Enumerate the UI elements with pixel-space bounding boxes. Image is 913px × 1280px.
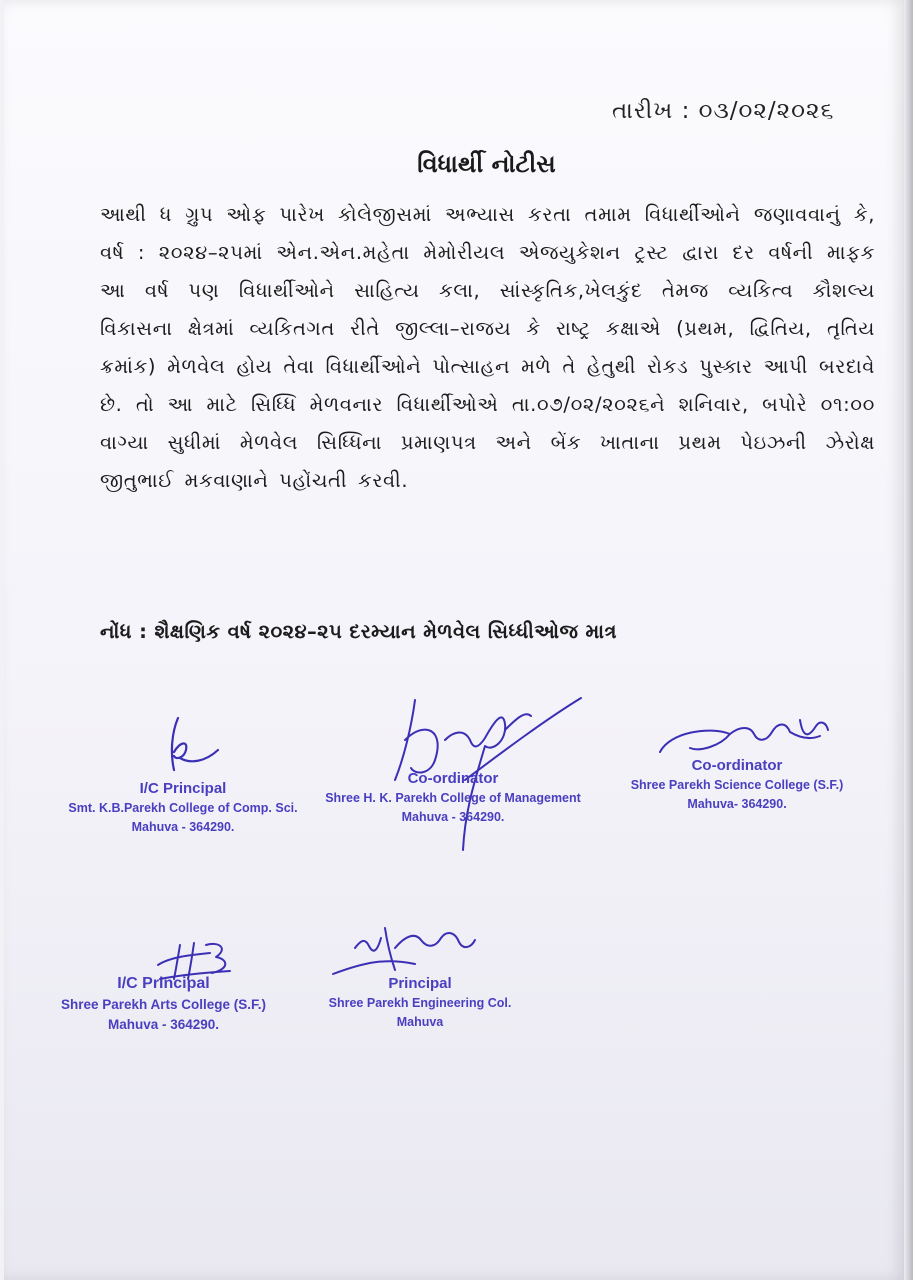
stamp-city: Mahuva - 364290. <box>131 820 235 834</box>
stamp-city: Mahuva- 364290. <box>687 797 787 811</box>
notice-date: તારીખ : ૦૩/૦૨/૨૦૨૬ <box>612 98 835 124</box>
stamp-institution: Shree Parekh Engineering Col. <box>328 996 512 1010</box>
notice-title: વિધાર્થી નોટીસ <box>417 150 556 178</box>
stamp-city: Mahuva - 364290. <box>401 810 505 824</box>
stamp-principal-engineering <box>300 975 540 1029</box>
stamp-coordinator-science <box>602 757 872 811</box>
stamp-coordinator-management <box>322 770 584 824</box>
stamp-institution: Shree Parekh Arts College (S.F.) <box>60 997 267 1012</box>
stamp-principal-comp-sci <box>58 780 308 834</box>
stamp-principal-arts <box>36 975 291 1032</box>
stamp-role: I/C Principal <box>139 780 227 797</box>
stamp-city: Mahuva <box>396 1015 444 1029</box>
paper-edge-shadow <box>903 0 913 1280</box>
signature-principal-comp-sci <box>150 712 230 786</box>
notice-body: આથી ધ ગ્રુપ ઓફ પારેખ કોલેજીસમાં અભ્યાસ કરતા તમામ વિધાર્થીઓને જણાવવાનું કે, વર્ષ : ૨૦૨૪–૨૫માં એન.એન.મહેતા મેમોરીયલ એજયુકેશન ટ્રસ્ટ દ્વારા દર વર્ષની માફક આ વર્ષ પણ વિધાર્થીઓને સાહિત્ય કલા, સાંસ્કૃતિક,ખેલકુંદ તેમજ વ્યકિત્વ કૌશલ્ય વિકાસના ક્ષેત્રમાં વ્યકિતગત રીતે જીલ્લા–રાજય કે રાષ્ટ્ર કક્ષાએ (પ્રથમ, દ્વિતિય, તૃતિય ક્રમાંક) મેળવેલ હોય તેવા વિધાર્થીઓને પોત્સાહન મળે તે હેતુથી રોકડ પુસ્કાર આપી બરદાવે છે. તો આ માટે સિધ્ધિ મેળવનાર વિધાર્થીઓએ તા.૦૭/૦૨/૨૦૨૬ને શનિવાર, બપોરે ૦૧:૦૦ વાગ્યા સુધીમાં મેળવેલ સિધ્ધિના પ્રમાણપત્ર અને બેંક ખાતાના પ્રથમ પેઇઝની ઝેરોક્ષ જીતુભાઈ મકવાણાને પહોંચતી કરવી. <box>100 203 875 492</box>
stamp-institution: Shree H. K. Parekh College of Management <box>325 791 581 805</box>
stamp-role: I/C Principal <box>117 975 210 992</box>
stamp-role: Co-ordinator <box>407 770 499 787</box>
stamp-role: Co-ordinator <box>691 757 783 774</box>
stamp-institution: Smt. K.B.Parekh College of Comp. Sci. <box>68 801 298 815</box>
stamp-institution: Shree Parekh Science College (S.F.) <box>630 778 844 792</box>
notice-note: નોંધ : શૈક્ષણિક વર્ષ ૨૦૨૪–૨૫ દરમ્યાન મેળવેલ સિધ્ધીઓજ માત્ર <box>100 620 617 643</box>
stamp-role: Principal <box>388 975 452 992</box>
stamp-city: Mahuva - 364290. <box>107 1017 220 1032</box>
